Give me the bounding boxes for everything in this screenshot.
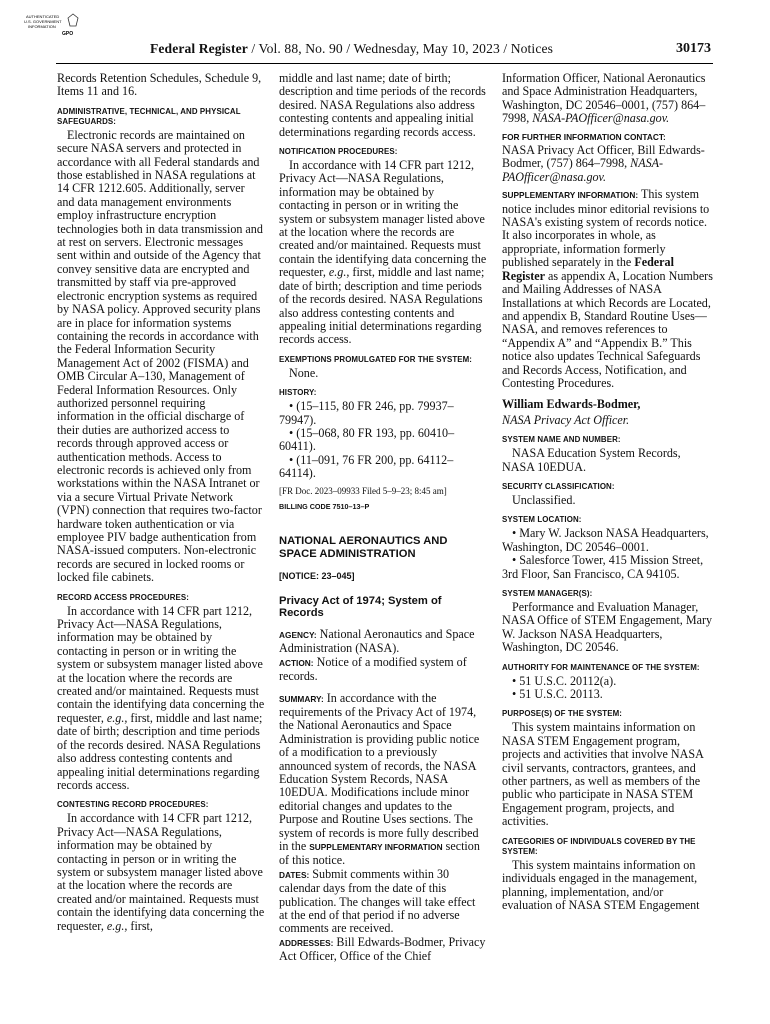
gpo-authenticated-logo bbox=[22, 12, 82, 38]
document-title: Privacy Act of 1974; System of Records bbox=[279, 594, 442, 620]
signer-title: NASA Privacy Act Officer. bbox=[502, 412, 630, 427]
purpose-text: This system maintains information on NASA STEM Engagement program, projects and activities that involve NASA civil servants, contractors, grantees, and other partners, as well as members of the public who participate in NASA STEM Engagement program, projects, and activities. bbox=[502, 720, 704, 829]
page-header bbox=[0, 41, 770, 63]
signer-name: William Edwards-Bodmer, bbox=[502, 397, 641, 412]
exemptions-heading: EXEMPTIONS PROMULGATED FOR THE SYSTEM: bbox=[279, 354, 473, 364]
location-heading: SYSTEM LOCATION: bbox=[502, 515, 582, 525]
issue-info: / Vol. 88, No. 90 / Wednesday, May 10, 2023 / Notices bbox=[247, 41, 553, 56]
column-2 bbox=[279, 72, 487, 964]
addresses-text: ADDRESSES: Bill Edwards-Bodmer, Privacy Act Officer, Office of the Chief bbox=[279, 934, 486, 964]
categories-text: This system maintains information on individuals engaged in the management, planning, implementation, and/or evaluation of NASA STEM Engagement bbox=[502, 857, 700, 912]
contesting-text: In accordance with 14 CFR part 1212, Privacy Act—NASA Regulations, information may be obtained by contacting in person or in writing the system or subsystem manager listed above at the location where the records are created and/or maintained. Requests must contain the identifying data concerning the requester, e.g., first, bbox=[57, 811, 265, 933]
authority-item: • 51 U.S.C. 20113. bbox=[512, 687, 603, 702]
classification-text: Unclassified. bbox=[512, 492, 576, 507]
history-item: • (15–068, 80 FR 193, pp. 60410–60411). bbox=[279, 425, 455, 454]
svg-text:AUTHENTICATED: AUTHENTICATED bbox=[26, 14, 60, 19]
notice-number: [NOTICE: 23–045] bbox=[279, 571, 355, 582]
location-item: • Mary W. Jackson NASA Headquarters, Washington, DC 20546–0001. bbox=[502, 526, 709, 554]
fr-doc-line: [FR Doc. 2023–09933 Filed 5–9–23; 8:45 am] bbox=[279, 485, 447, 496]
supplementary-info: SUPPLEMENTARY INFORMATION: This system notice includes minor editorial revisions to NASA's existing system of records notice. It also incorporates in whole, as appropriate, information formerly published separately in the Federal Register as appendix A, Location Numbers and Mailing Addresses of NASA Installations at which Records are Located, and appendix B, Standard Routine Uses—NASA, and removes references to “Appendix A” and “Appendix B.” This notice also updates Technical Safeguards and Records Access, Notification, and Contesting Procedures. bbox=[502, 187, 713, 390]
location-item: • Salesforce Tower, 415 Mission Street, 3rd Floor, San Francisco, CA 94105. bbox=[502, 553, 704, 581]
notification-heading: NOTIFICATION PROCEDURES: bbox=[279, 147, 398, 157]
authority-heading: AUTHORITY FOR MAINTENANCE OF THE SYSTEM: bbox=[502, 662, 700, 672]
history-heading: HISTORY: bbox=[279, 388, 317, 398]
safeguards-text: Electronic records are maintained on secure NASA servers and protected in accordance with all Federal standards and those established in NASA regulations at 14 CFR 1212.605. Additionally, server and data management environments employ infrastructure encryption technologies both in data transmission and at rest on servers. Electronic messages sent within and outside of the Agency that convey sensitive data are encrypted and transmitted by staff via pre-approved electronic encryption systems as required by NASA policy. Approved security plans are in place for information systems containing the records in accordance with the Federal Information Security Management Act of 2002 (FISMA) and OMB Circular A–130, Management of Federal Information Resources. Only authorized personnel requiring information in the official discharge of their duties are authorized access to records through approved access or authentication methods. Access to electronic records is achieved only from workstations within the NASA Intranet or via a secure Virtual Private Network (VPN) connection that requires two-factor hardware token authentication or via employee PIV badge authentication from NASA-issued computers. Non-electronic records are secured in locked rooms or locked file cabinets. bbox=[57, 127, 263, 585]
retention-text: Records Retention Schedules, Schedule 9, Items 11 and 16. bbox=[57, 71, 262, 99]
authority-item: • 51 U.S.C. 20112(a). bbox=[512, 673, 617, 688]
manager-heading: SYSTEM MANAGER(S): bbox=[502, 589, 593, 598]
column-1 bbox=[57, 72, 265, 933]
agency-line: AGENCY: National Aeronautics and Space Administration (NASA). bbox=[279, 626, 475, 656]
svg-text:GPO: GPO bbox=[62, 31, 74, 37]
history-item: • (15–115, 80 FR 246, pp. 79937–79947). bbox=[279, 399, 454, 427]
header-rule bbox=[56, 63, 713, 64]
summary-text: SUMMARY: In accordance with the requirements of the Privacy Act of 1974, the National Aeronautics and Space Administration is providing public notice of a modification to a previously announced system of records, the NASA Education System Records, NASA 10EDUA. Modifications include minor editorial changes and updates to the Purpose and Routine Uses sections. The system of records is more fully described in the SUPPLEMENTARY INFORMATION section of this notice. bbox=[279, 690, 480, 868]
notification-text: In accordance with 14 CFR part 1212, Privacy Act—NASA Regulations, information may be obtained by contacting in person or in writing the system or subsystem manager listed above at the location where the records are created and/or maintained. Requests must contain the identifying data concerning the requester, e.g., first, middle and last name; date of birth; description and time periods of the records desired. NASA Regulations also address contesting contents and appealing initial determinations regarding records access. bbox=[279, 158, 487, 347]
access-text: In accordance with 14 CFR part 1212, Privacy Act—NASA Regulations, information may be obtained by contacting in person or in writing the system or subsystem manager listed above at the location where the records are created and/or maintained. Requests must contain the identifying data concerning the requester, e.g., first, middle and last name; date of birth; description and time periods of the records desired. NASA Regulations also address contesting contents and appealing initial determinations regarding records access. bbox=[57, 603, 265, 792]
column-3 bbox=[502, 72, 714, 912]
exemptions-text: None. bbox=[289, 365, 319, 380]
history-item: • (11–091, 76 FR 200, pp. 64112–64114). bbox=[279, 452, 454, 481]
contesting-heading: CONTESTING RECORD PROCEDURES: bbox=[57, 800, 209, 810]
svg-text:INFORMATION: INFORMATION bbox=[28, 24, 56, 29]
system-name-heading: SYSTEM NAME AND NUMBER: bbox=[502, 435, 621, 445]
manager-text: Performance and Evaluation Manager, NASA Office of STEM Engagement, Mary W. Jackson NASA Headquarters, Washington, DC 20546. bbox=[502, 600, 713, 655]
agency-heading: NATIONAL AERONAUTICS AND SPACE ADMINISTRATION bbox=[279, 535, 448, 560]
further-info: FOR FURTHER INFORMATION CONTACT: NASA Privacy Act Officer, Bill Edwards-Bodmer, (757) 864–7998, NASA-PAOfficer@nasa.gov. bbox=[502, 131, 705, 184]
action-line: ACTION: Notice of a modified system of records. bbox=[279, 654, 467, 684]
publication-name: Federal Register bbox=[150, 41, 248, 56]
classification-heading: SECURITY CLASSIFICATION: bbox=[502, 481, 615, 491]
categories-heading: CATEGORIES OF INDIVIDUALS COVERED BY THE SYSTEM: bbox=[502, 836, 696, 856]
system-name-text: NASA Education System Records, NASA 10EDUA. bbox=[502, 446, 681, 474]
header-citation bbox=[150, 41, 553, 57]
dates-text: DATES: Submit comments within 30 calendar days from the date of this publication. The changes will take effect at the end of that period if no adverse comments are received. bbox=[279, 866, 476, 936]
contesting-text-continued: middle and last name; date of birth; description and time periods of the records desired. NASA Regulations also address contesting contents and appealing initial determinations regarding records access. bbox=[279, 71, 486, 139]
billing-code: BILLING CODE 7510–13–P bbox=[279, 501, 370, 511]
access-heading: RECORD ACCESS PROCEDURES: bbox=[57, 592, 189, 602]
purpose-heading: PURPOSE(S) OF THE SYSTEM: bbox=[502, 709, 622, 719]
page-number: 30173 bbox=[676, 41, 711, 56]
addresses-text-continued: Information Officer, National Aeronautics and Space Administration Headquarters, Washington, DC 20546–0001, (757) 864–7998, NASA-PAOfficer@nasa.gov. bbox=[502, 71, 706, 126]
safeguards-heading: ADMINISTRATIVE, TECHNICAL, AND PHYSICAL SAFEGUARDS: bbox=[57, 106, 241, 126]
svg-text:U.S. GOVERNMENT: U.S. GOVERNMENT bbox=[24, 19, 62, 24]
